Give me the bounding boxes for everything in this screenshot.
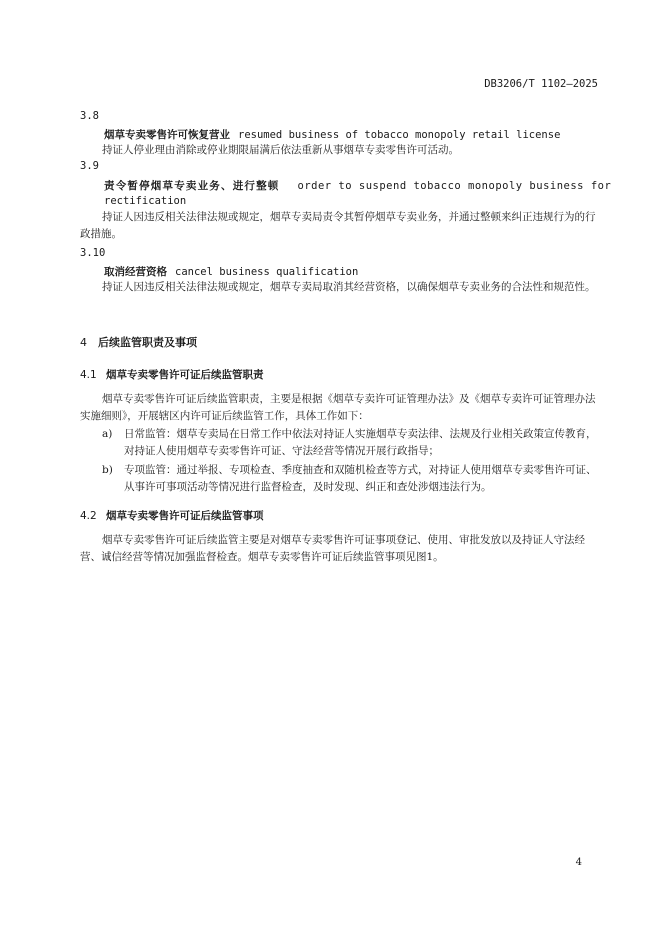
clause-number-3-9: 3.9 (80, 160, 99, 172)
subsection-number: 4.1 (80, 369, 97, 381)
term-3-9 (104, 178, 611, 193)
list-item-b: 专项监管：通过举报、专项检查、季度抽查和双随机检查等方式，对持证人使用烟草专卖零售许可证、从事许可事项活动等情况进行监督检查，及时发现、纠正和查处涉烟违法行为。 (124, 464, 597, 493)
clause-number-3-8: 3.8 (80, 110, 99, 122)
subsection-number: 4.2 (80, 510, 97, 522)
clause-number-3-10: 3.10 (80, 247, 106, 259)
definition-3-10: 持证人因违反相关法律法规或规定，烟草专卖局取消其经营资格，以确保烟草专卖业务的合法性和规范性。 (102, 281, 596, 293)
subsection-heading-4-2 (80, 508, 264, 523)
definition-3-8: 持证人停业理由消除或停业期限届满后依法重新从事烟草专卖零售许可活动。 (102, 144, 459, 156)
section-number: 4 (80, 336, 87, 349)
term-3-10 (104, 264, 358, 279)
paragraph-4-1-intro: 烟草专卖零售许可证后续监管职责，主要是根据《烟草专卖许可证管理办法》及《烟草专卖许可证管理办法实施细则》，开展辖区内许可证后续监管工作，具体工作如下： (80, 393, 596, 422)
section-heading-4 (80, 334, 197, 350)
paragraph-4-2: 烟草专卖零售许可证后续监管主要是对烟草专卖零售许可证事项登记、使用、审批发放以及持证人守法经营、诚信经营等情况加强监督检查。烟草专卖零售许可证后续监管事项见图1。 (80, 534, 585, 563)
term-en-line1: order to suspend tobacco monopoly business for (297, 180, 612, 192)
definition-3-9: 持证人因违反相关法律法规或规定，烟草专卖局责令其暂停烟草专卖业务，并通过整顿来纠正违规行为的行政措施。 (80, 211, 596, 240)
subsection-heading-4-1 (80, 367, 264, 382)
term-zh: 烟草专卖零售许可恢复营业 (104, 129, 230, 141)
subsection-title: 烟草专卖零售许可证后续监管事项 (106, 510, 264, 522)
list-item-a: 日常监管：烟草专卖局在日常工作中依法对持证人实施烟草专卖法律、法规及行业相关政策宣传教育，对持证人使用烟草专卖零售许可证、守法经营等情况开展行政指导； (124, 428, 597, 457)
term-en-line2: rectification (104, 195, 187, 207)
list-marker-b: b) (102, 464, 113, 476)
term-en: resumed business of tobacco monopoly retail license (238, 129, 561, 141)
term-zh: 取消经营资格 (104, 266, 167, 278)
term-en: cancel business qualification (175, 266, 359, 278)
term-zh: 责令暂停烟草专卖业务、进行整顿 (104, 180, 280, 192)
section-title: 后续监管职责及事项 (98, 336, 197, 349)
document-code: DB3206/T 1102—2025 (484, 78, 598, 90)
term-3-8 (104, 127, 560, 142)
list-marker-a: a) (102, 428, 113, 440)
subsection-title: 烟草专卖零售许可证后续监管职责 (106, 369, 264, 381)
term-3-9-continued (104, 195, 186, 207)
page-number: 4 (575, 857, 582, 868)
